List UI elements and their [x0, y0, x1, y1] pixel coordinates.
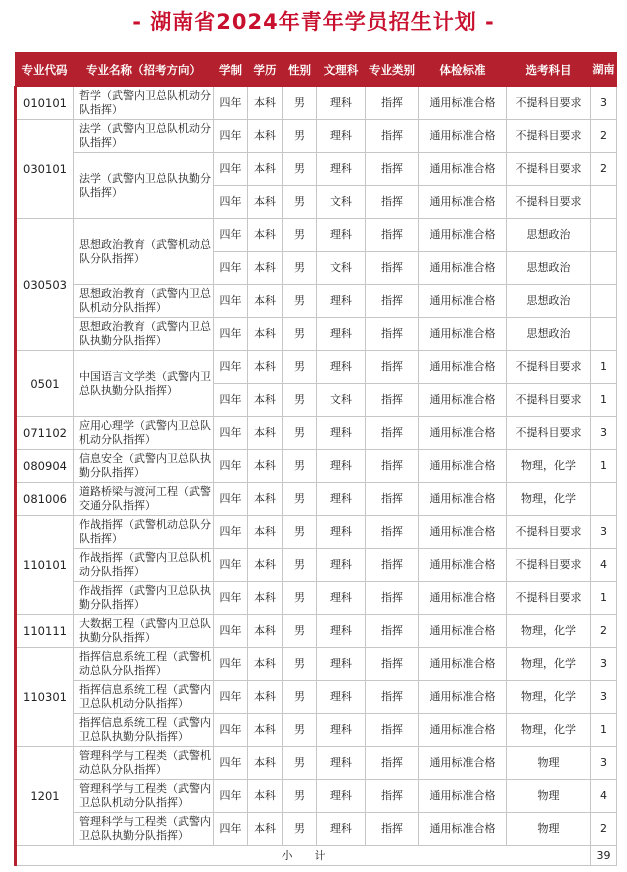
cell-level: 本科 [248, 450, 283, 483]
cell-duration: 四年 [214, 681, 248, 714]
cell-duration: 四年 [214, 582, 248, 615]
cell-level: 本科 [248, 285, 283, 318]
cell-code: 0501 [16, 351, 74, 417]
cell-duration: 四年 [214, 285, 248, 318]
cell-category: 指挥 [366, 747, 419, 780]
cell-name: 管理科学与工程类（武警机动总队分队指挥） [74, 747, 214, 780]
cell-health: 通用标准合格 [419, 681, 507, 714]
cell-track: 理科 [317, 549, 366, 582]
cell-level: 本科 [248, 813, 283, 846]
table-row [16, 120, 617, 153]
cell-gender: 男 [283, 219, 317, 252]
cell-duration: 四年 [214, 186, 248, 219]
cell-track: 文科 [317, 384, 366, 417]
table-row [16, 516, 617, 549]
cell-count: 4 [591, 549, 617, 582]
col-header-subjects: 选考科目 [507, 53, 591, 87]
cell-name: 法学（武警内卫总队执勤分队指挥） [74, 153, 214, 219]
table-row [16, 285, 617, 318]
cell-subjects: 物理，化学 [507, 483, 591, 516]
cell-name: 大数据工程（武警内卫总队执勤分队指挥） [74, 615, 214, 648]
table-row [16, 648, 617, 681]
cell-gender: 男 [283, 483, 317, 516]
cell-subjects: 不提科目要求 [507, 516, 591, 549]
cell-name: 信息安全（武警内卫总队执勤分队指挥） [74, 450, 214, 483]
cell-category: 指挥 [366, 384, 419, 417]
cell-track: 理科 [317, 615, 366, 648]
cell-count: 1 [591, 450, 617, 483]
cell-category: 指挥 [366, 450, 419, 483]
cell-level: 本科 [248, 318, 283, 351]
table-row [16, 549, 617, 582]
cell-track: 理科 [317, 450, 366, 483]
col-header-track: 文理科 [317, 53, 366, 87]
cell-level: 本科 [248, 549, 283, 582]
cell-gender: 男 [283, 549, 317, 582]
table-row [16, 681, 617, 714]
cell-subjects: 思想政治 [507, 318, 591, 351]
cell-health: 通用标准合格 [419, 153, 507, 186]
cell-count: 3 [591, 516, 617, 549]
cell-level: 本科 [248, 87, 283, 120]
cell-code: 081006 [16, 483, 74, 516]
cell-name: 思想政治教育（武警机动总队分队指挥） [74, 219, 214, 285]
cell-count: 3 [591, 648, 617, 681]
cell-track: 理科 [317, 780, 366, 813]
cell-name: 作战指挥（武警内卫总队执勤分队指挥） [74, 582, 214, 615]
cell-duration: 四年 [214, 153, 248, 186]
cell-category: 指挥 [366, 252, 419, 285]
cell-duration: 四年 [214, 219, 248, 252]
cell-health: 通用标准合格 [419, 582, 507, 615]
cell-health: 通用标准合格 [419, 219, 507, 252]
table-row [16, 351, 617, 384]
cell-level: 本科 [248, 582, 283, 615]
table-row [16, 714, 617, 747]
cell-subjects: 思想政治 [507, 285, 591, 318]
cell-code: 1201 [16, 747, 74, 846]
cell-subjects: 不提科目要求 [507, 351, 591, 384]
cell-health: 通用标准合格 [419, 351, 507, 384]
cell-track: 文科 [317, 252, 366, 285]
cell-count: 2 [591, 120, 617, 153]
cell-gender: 男 [283, 615, 317, 648]
cell-name: 思想政治教育（武警内卫总队机动分队指挥） [74, 285, 214, 318]
table-row [16, 747, 617, 780]
col-header-gender: 性别 [283, 53, 317, 87]
cell-health: 通用标准合格 [419, 615, 507, 648]
cell-level: 本科 [248, 219, 283, 252]
cell-track: 理科 [317, 120, 366, 153]
col-header-health: 体检标准 [419, 53, 507, 87]
cell-category: 指挥 [366, 582, 419, 615]
table-row [16, 450, 617, 483]
cell-subjects: 物理，化学 [507, 714, 591, 747]
cell-duration: 四年 [214, 318, 248, 351]
table-header-row [16, 53, 617, 87]
table-row [16, 318, 617, 351]
cell-gender: 男 [283, 87, 317, 120]
cell-count: 3 [591, 747, 617, 780]
cell-category: 指挥 [366, 351, 419, 384]
cell-gender: 男 [283, 318, 317, 351]
cell-level: 本科 [248, 615, 283, 648]
cell-health: 通用标准合格 [419, 120, 507, 153]
cell-subjects: 不提科目要求 [507, 87, 591, 120]
cell-subjects: 物理 [507, 780, 591, 813]
cell-duration: 四年 [214, 615, 248, 648]
cell-subjects: 物理，化学 [507, 681, 591, 714]
cell-gender: 男 [283, 252, 317, 285]
cell-count [591, 318, 617, 351]
total-count: 39 [591, 846, 617, 866]
cell-count [591, 285, 617, 318]
cell-level: 本科 [248, 516, 283, 549]
cell-duration: 四年 [214, 813, 248, 846]
cell-gender: 男 [283, 384, 317, 417]
col-header-hunan: 湖南 [591, 53, 617, 87]
cell-health: 通用标准合格 [419, 87, 507, 120]
cell-name: 指挥信息系统工程（武警机动总队分队指挥） [74, 648, 214, 681]
cell-subjects: 物理 [507, 813, 591, 846]
cell-code: 030101 [16, 120, 74, 219]
cell-health: 通用标准合格 [419, 714, 507, 747]
cell-track: 理科 [317, 417, 366, 450]
cell-subjects: 思想政治 [507, 219, 591, 252]
cell-duration: 四年 [214, 747, 248, 780]
cell-category: 指挥 [366, 549, 419, 582]
cell-gender: 男 [283, 747, 317, 780]
cell-category: 指挥 [366, 516, 419, 549]
cell-name: 中国语言文学类（武警内卫总队执勤分队指挥） [74, 351, 214, 417]
cell-count: 3 [591, 417, 617, 450]
cell-duration: 四年 [214, 450, 248, 483]
cell-code: 080904 [16, 450, 74, 483]
cell-duration: 四年 [214, 384, 248, 417]
cell-track: 理科 [317, 516, 366, 549]
cell-name: 管理科学与工程类（武警内卫总队机动分队指挥） [74, 780, 214, 813]
cell-track: 理科 [317, 747, 366, 780]
cell-level: 本科 [248, 648, 283, 681]
cell-name: 作战指挥（武警机动总队分队指挥） [74, 516, 214, 549]
cell-duration: 四年 [214, 780, 248, 813]
cell-health: 通用标准合格 [419, 450, 507, 483]
cell-level: 本科 [248, 417, 283, 450]
cell-subjects: 物理，化学 [507, 648, 591, 681]
table-row [16, 615, 617, 648]
cell-health: 通用标准合格 [419, 780, 507, 813]
cell-category: 指挥 [366, 186, 419, 219]
cell-subjects: 不提科目要求 [507, 549, 591, 582]
cell-track: 理科 [317, 582, 366, 615]
cell-subjects: 物理 [507, 747, 591, 780]
cell-count: 3 [591, 681, 617, 714]
cell-health: 通用标准合格 [419, 417, 507, 450]
cell-category: 指挥 [366, 318, 419, 351]
cell-level: 本科 [248, 153, 283, 186]
cell-track: 理科 [317, 483, 366, 516]
cell-category: 指挥 [366, 780, 419, 813]
cell-gender: 男 [283, 186, 317, 219]
cell-track: 理科 [317, 219, 366, 252]
cell-name: 作战指挥（武警内卫总队机动分队指挥） [74, 549, 214, 582]
cell-name: 指挥信息系统工程（武警内卫总队机动分队指挥） [74, 681, 214, 714]
cell-level: 本科 [248, 384, 283, 417]
cell-track: 理科 [317, 285, 366, 318]
cell-name: 管理科学与工程类（武警内卫总队执勤分队指挥） [74, 813, 214, 846]
cell-name: 道路桥梁与渡河工程（武警交通分队指挥） [74, 483, 214, 516]
cell-health: 通用标准合格 [419, 648, 507, 681]
cell-subjects: 不提科目要求 [507, 582, 591, 615]
cell-duration: 四年 [214, 87, 248, 120]
cell-track: 文科 [317, 186, 366, 219]
cell-gender: 男 [283, 450, 317, 483]
cell-duration: 四年 [214, 252, 248, 285]
cell-health: 通用标准合格 [419, 384, 507, 417]
cell-level: 本科 [248, 351, 283, 384]
table-row [16, 780, 617, 813]
cell-track: 理科 [317, 318, 366, 351]
cell-name: 指挥信息系统工程（武警内卫总队执勤分队指挥） [74, 714, 214, 747]
cell-health: 通用标准合格 [419, 285, 507, 318]
cell-category: 指挥 [366, 648, 419, 681]
cell-category: 指挥 [366, 483, 419, 516]
cell-gender: 男 [283, 417, 317, 450]
cell-category: 指挥 [366, 714, 419, 747]
table-row [16, 87, 617, 120]
page-title: - 湖南省2024年青年学员招生计划 - [132, 10, 495, 34]
cell-gender: 男 [283, 714, 317, 747]
cell-count: 1 [591, 582, 617, 615]
table-body [16, 87, 617, 846]
cell-duration: 四年 [214, 714, 248, 747]
cell-count: 1 [591, 384, 617, 417]
total-label: 小 计 [16, 846, 591, 866]
cell-code: 071102 [16, 417, 74, 450]
col-header-level: 学历 [248, 53, 283, 87]
cell-count: 4 [591, 780, 617, 813]
cell-duration: 四年 [214, 516, 248, 549]
cell-gender: 男 [283, 351, 317, 384]
cell-track: 理科 [317, 87, 366, 120]
cell-count [591, 252, 617, 285]
cell-level: 本科 [248, 186, 283, 219]
cell-category: 指挥 [366, 120, 419, 153]
cell-category: 指挥 [366, 681, 419, 714]
cell-track: 理科 [317, 813, 366, 846]
cell-category: 指挥 [366, 219, 419, 252]
cell-gender: 男 [283, 813, 317, 846]
cell-subjects: 物理，化学 [507, 450, 591, 483]
cell-count: 1 [591, 714, 617, 747]
cell-category: 指挥 [366, 285, 419, 318]
cell-category: 指挥 [366, 87, 419, 120]
cell-level: 本科 [248, 714, 283, 747]
cell-health: 通用标准合格 [419, 318, 507, 351]
cell-code: 110111 [16, 615, 74, 648]
cell-category: 指挥 [366, 417, 419, 450]
cell-health: 通用标准合格 [419, 516, 507, 549]
cell-count [591, 219, 617, 252]
cell-health: 通用标准合格 [419, 186, 507, 219]
col-header-category: 专业类别 [366, 53, 419, 87]
total-row [16, 846, 617, 866]
cell-gender: 男 [283, 153, 317, 186]
cell-duration: 四年 [214, 351, 248, 384]
cell-count: 2 [591, 153, 617, 186]
table-row [16, 483, 617, 516]
table-row [16, 153, 617, 186]
cell-category: 指挥 [366, 153, 419, 186]
cell-name: 应用心理学（武警内卫总队机动分队指挥） [74, 417, 214, 450]
cell-gender: 男 [283, 648, 317, 681]
table-row [16, 417, 617, 450]
cell-duration: 四年 [214, 120, 248, 153]
cell-track: 理科 [317, 681, 366, 714]
table-row [16, 219, 617, 252]
cell-track: 理科 [317, 714, 366, 747]
table-row [16, 813, 617, 846]
cell-level: 本科 [248, 120, 283, 153]
cell-category: 指挥 [366, 813, 419, 846]
cell-count [591, 483, 617, 516]
cell-subjects: 思想政治 [507, 252, 591, 285]
col-header-name: 专业名称（招考方向） [74, 53, 214, 87]
cell-level: 本科 [248, 780, 283, 813]
cell-gender: 男 [283, 516, 317, 549]
cell-code: 010101 [16, 87, 74, 120]
cell-code: 030503 [16, 219, 74, 351]
cell-count: 3 [591, 87, 617, 120]
cell-health: 通用标准合格 [419, 483, 507, 516]
cell-gender: 男 [283, 681, 317, 714]
cell-health: 通用标准合格 [419, 747, 507, 780]
table-row [16, 582, 617, 615]
cell-track: 理科 [317, 648, 366, 681]
cell-gender: 男 [283, 285, 317, 318]
cell-subjects: 不提科目要求 [507, 153, 591, 186]
cell-duration: 四年 [214, 483, 248, 516]
col-header-duration: 学制 [214, 53, 248, 87]
cell-subjects: 物理，化学 [507, 615, 591, 648]
cell-subjects: 不提科目要求 [507, 417, 591, 450]
cell-level: 本科 [248, 681, 283, 714]
cell-gender: 男 [283, 120, 317, 153]
cell-name: 法学（武警内卫总队机动分队指挥） [74, 120, 214, 153]
cell-name: 思想政治教育（武警内卫总队执勤分队指挥） [74, 318, 214, 351]
cell-code: 110301 [16, 648, 74, 747]
cell-count [591, 186, 617, 219]
cell-level: 本科 [248, 747, 283, 780]
cell-duration: 四年 [214, 417, 248, 450]
cell-subjects: 不提科目要求 [507, 120, 591, 153]
cell-health: 通用标准合格 [419, 813, 507, 846]
cell-level: 本科 [248, 483, 283, 516]
cell-track: 理科 [317, 153, 366, 186]
cell-count: 2 [591, 813, 617, 846]
cell-health: 通用标准合格 [419, 252, 507, 285]
cell-subjects: 不提科目要求 [507, 186, 591, 219]
cell-code: 110101 [16, 516, 74, 615]
cell-gender: 男 [283, 780, 317, 813]
cell-count: 2 [591, 615, 617, 648]
cell-category: 指挥 [366, 615, 419, 648]
cell-name: 哲学（武警内卫总队机动分队指挥） [74, 87, 214, 120]
enrollment-table [14, 52, 617, 866]
cell-health: 通用标准合格 [419, 549, 507, 582]
col-header-code: 专业代码 [16, 53, 74, 87]
cell-level: 本科 [248, 252, 283, 285]
cell-duration: 四年 [214, 648, 248, 681]
cell-subjects: 不提科目要求 [507, 384, 591, 417]
cell-duration: 四年 [214, 549, 248, 582]
cell-track: 理科 [317, 351, 366, 384]
cell-count: 1 [591, 351, 617, 384]
cell-gender: 男 [283, 582, 317, 615]
